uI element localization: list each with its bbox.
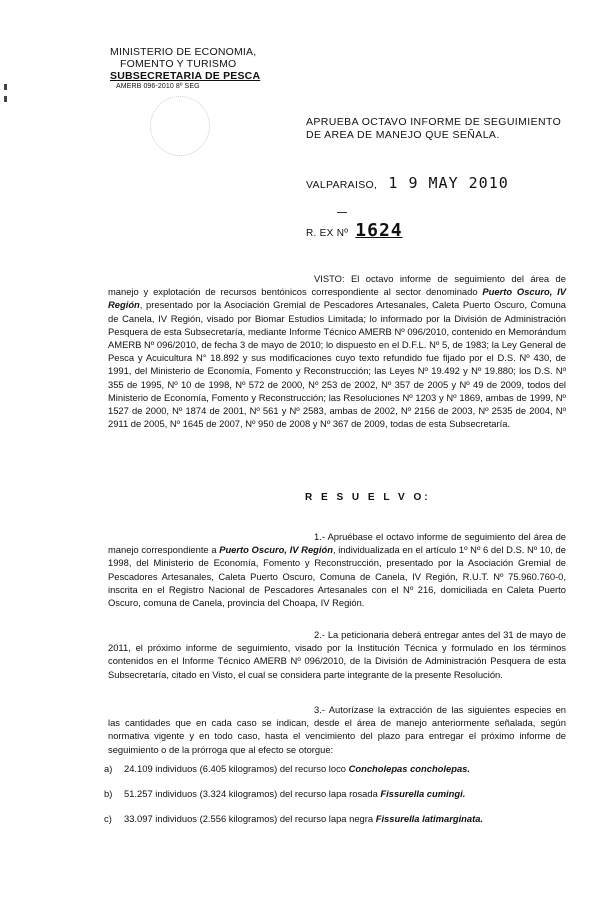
species-name: Fissurella latimarginata. — [375, 813, 484, 824]
visto-sector: Puerto Oscuro, IV Región — [108, 286, 567, 311]
species-name: Fissurella cumingi. — [380, 788, 466, 799]
reference-code: AMERB 096-2010 8º SEG — [116, 83, 200, 90]
article-3-number: 3.- — [314, 704, 325, 715]
subsecretaria-line: SUBSECRETARIA DE PESCA — [110, 70, 261, 82]
article-3: 3.- Autorízase la extracción de las siguientes especies en las cantidades que en cada caso se indican, desde el área de manejo anteriormente señalada, según normativa vigente y en todo caso, hasta el vencimiento del plazo para entregar el próximo informe de seguimiento o de la prórroga que al efecto se otorgue: — [108, 704, 566, 755]
article-1: 1.- Apruébase el octavo informe de seguimiento del área de manejo correspondiente a Puerto Oscuro, IV Región, individualizada en el artículo 1º Nº 6 del D.S. Nº 10, de 1998, del Ministerio de Economía, Fomento y Reconstrucción, presentado por la Asociación Gremial de Pescadores Artesanales, Caleta Puerto Oscuro, Comuna de Canela, IV Región, R.U.T. Nº 75.960.760-0, inscrita en el Registro Nacional de Pescadores Artesanales con el Nº 216, domiciliada en Caleta Puerto Oscuro, comuna de Canela, provincia del Choapa, IV Región. — [108, 531, 566, 609]
ministry-line-1: MINISTERIO DE ECONOMIA, — [110, 46, 257, 58]
faded-seal — [150, 96, 210, 156]
resolution-number: 1624 — [355, 220, 403, 241]
visto-paragraph: VISTO: El octavo informe de seguimiento del área de manejo y explotación de recursos bentónicos correspondiente al sector denominado Puerto Oscuro, IV Región, presentado por la Asociación Gremial de Pescadores Artesanales, Caleta Puerto Oscuro, Comuna de Canela, IV Región, visado por Biomar Estudios Limitada; lo informado por la División de Administración Pesquera de esta Subsecretaría, mediante Informe Técnico AMERB Nº 096/2010, contenido en Memorándum AMERB Nº 096/2010, de fecha 3 de mayo de 2010; lo dispuesto en el D.F.L. Nº 5, de 1983; la Ley General de Pesca y Acuicultura N° 18.892 y sus modificaciones cuyo texto refundido fue fijado por el D.S. Nº 430, de 1991, del Ministerio de Economía, Fomento y Reconstrucción; las Leyes Nº 19.492 y Nº 19.880; los D.S. Nº 355 de 1995, Nº 10 de 1998, Nº 572 de 2000, Nº 253 de 2002, Nº 357 de 2005 y Nº 49 de 2009, todos del Ministerio de Economía, Fomento y Reconstrucción; las Resoluciones Nº 1203 y Nº 1869, ambas de 1999, Nº 1527 de 2000, Nº 1874 de 2001, Nº 561 y Nº 2583, ambas de 2002, Nº 2156 de 2003, Nº 2535 de 2004, Nº 2911 de 2005, Nº 1645 de 2007, Nº 950 de 2008 y Nº 367 de 2009, todas de esta Subsecretaría. — [108, 273, 567, 430]
number-tick — [337, 212, 347, 213]
title-line-1: APRUEBA OCTAVO INFORME DE SEGUIMIENTO — [306, 116, 562, 128]
species-item: c) 33.097 individuos (2.556 kilogramos) del recurso lapa negra Fissurella latimarginata. — [104, 813, 484, 824]
ministry-line-2: FOMENTO Y TURISMO — [120, 58, 237, 70]
document-title — [306, 116, 561, 142]
article-1-sector: Puerto Oscuro, IV Región — [219, 544, 333, 556]
species-name: Concholepas concholepas. — [348, 763, 470, 774]
date-line — [306, 174, 509, 192]
article-2-number: 2.- — [314, 629, 325, 640]
species-item: a) 24.109 individuos (6.405 kilogramos) del recurso loco Concholepas concholepas. — [104, 763, 470, 774]
margin-mark — [4, 96, 7, 102]
article-1-number: 1.- — [314, 531, 325, 542]
margin-mark — [4, 84, 7, 90]
date-stamp: 1 9 MAY 2010 — [388, 174, 509, 192]
article-2: 2.- La peticionaria deberá entregar antes del 31 de mayo de 2011, el próximo informe de seguimiento, visado por la Institución Técnica y formulado en los términos contenidos en el Informe Técnico AMERB Nº 096/2010, de la División de Administración Pesquera de esta Subsecretaría, citado en Visto, el cual se considera parte integrante de la presente Resolución. — [108, 629, 566, 680]
resolution-number-line — [306, 220, 403, 241]
resolution-label: R. EX Nº — [306, 228, 349, 239]
title-line-2: DE AREA DE MANEJO QUE SEÑALA. — [306, 129, 500, 141]
letterhead — [110, 46, 260, 91]
date-city: VALPARAISO, — [306, 179, 378, 191]
resuelvo-heading: R E S U E L V O: — [305, 492, 431, 503]
species-item: b) 51.257 individuos (3.324 kilogramos) del recurso lapa rosada Fissurella cumingi. — [104, 788, 466, 799]
